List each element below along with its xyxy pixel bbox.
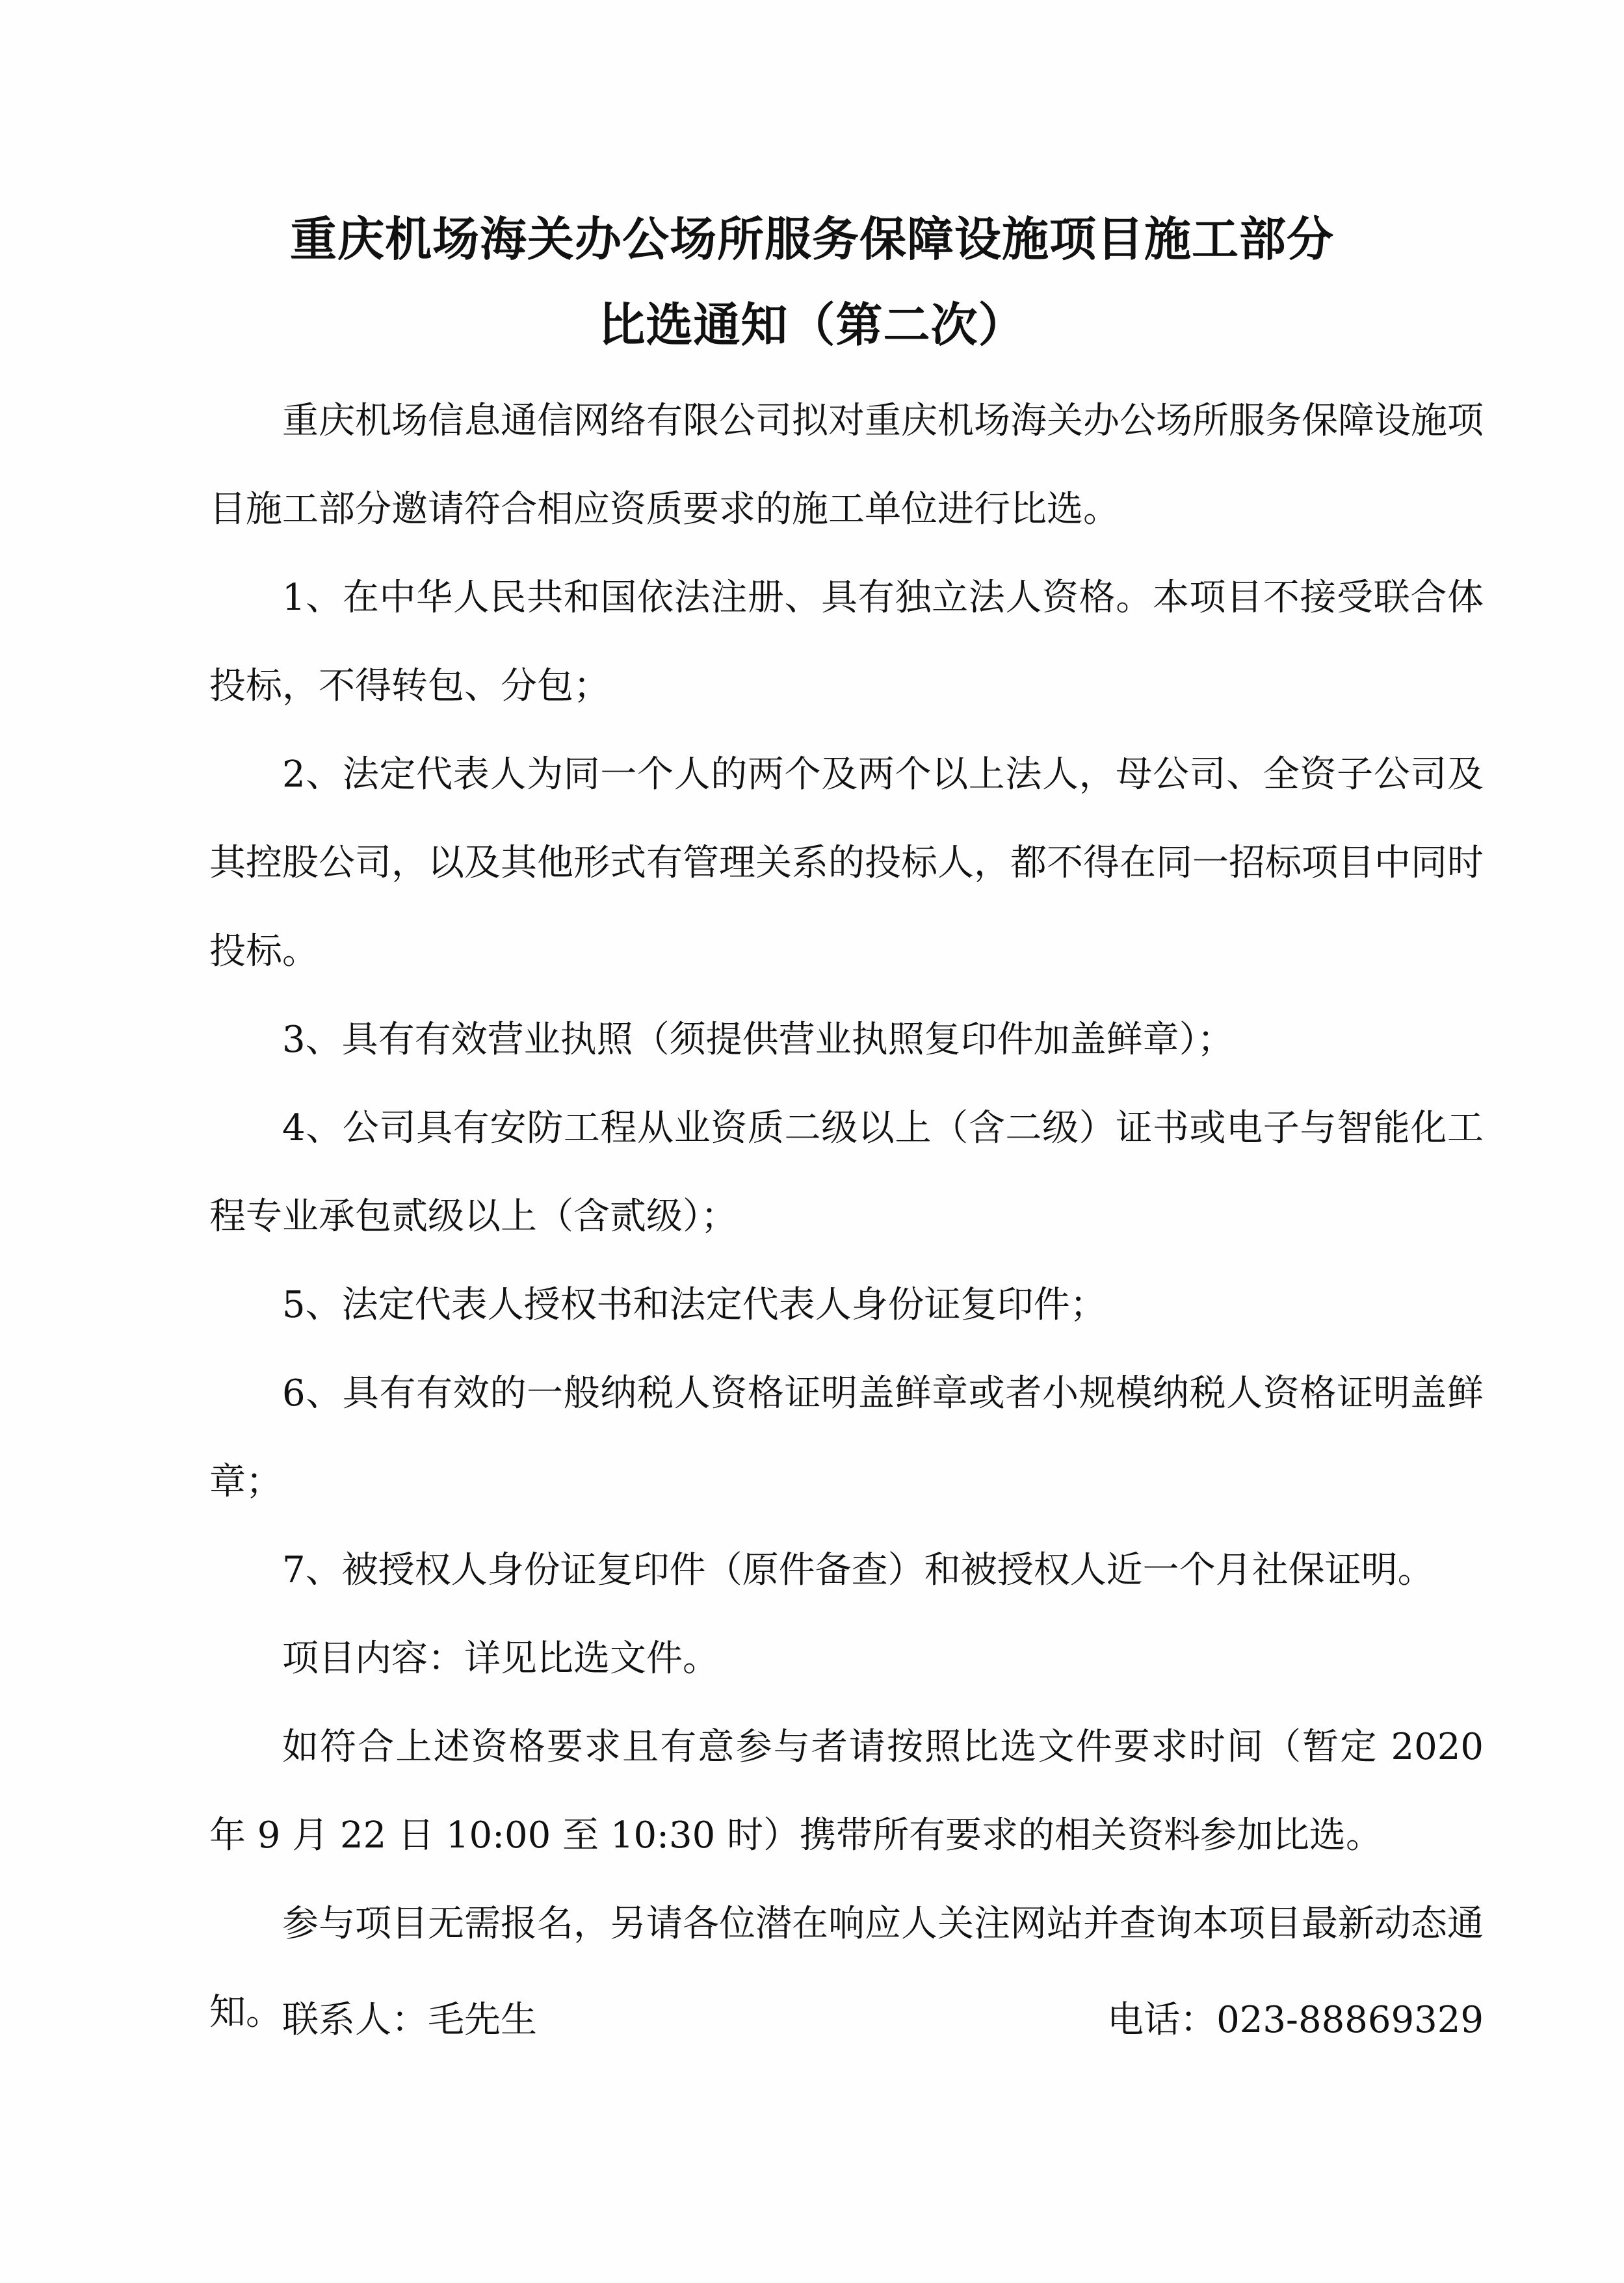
document-title-line2: 比选通知（第二次） xyxy=(598,298,1026,352)
project-content: 项目内容：详见比选文件。 xyxy=(282,1637,719,1680)
registration-note: 参与项目无需报名，另请各位潜在响应人关注网站并查询本项目最新动态通知。 xyxy=(209,1903,1484,2033)
requirement-3: 3、具有有效营业执照（须提供营业执照复印件加盖鲜章）； xyxy=(282,1019,1234,1061)
document-body xyxy=(209,377,1484,2057)
requirement-5: 5、法定代表人授权书和法定代表人身份证复印件； xyxy=(282,1284,1107,1326)
contact-phone: 电话：023-88869329 xyxy=(1107,1999,1484,2041)
document-title-line1: 重庆机场海关办公场所服务保障设施项目施工部分 xyxy=(289,212,1334,267)
requirement-7: 7、被授权人身份证复印件（原件备查）和被授权人近一个月社保证明。 xyxy=(282,1549,1434,1591)
contact-person: 联系人：毛先生 xyxy=(282,1999,537,2041)
requirement-4: 4、公司具有安防工程从业资质二级以上（含二级）证书或电子与智能化工程专业承包贰级以上（含贰级）； xyxy=(209,1107,1484,1238)
requirement-2: 2、法定代表人为同一个人的两个及两个以上法人，母公司、全资子公司及其控股公司，以及其他形式有管理关系的投标人，都不得在同一招标项目中同时投标。 xyxy=(209,753,1484,972)
requirement-1: 1、在中华人民共和国依法注册、具有独立法人资格。本项目不接受联合体投标，不得转包、分包； xyxy=(209,577,1484,707)
intro-paragraph: 重庆机场信息通信网络有限公司拟对重庆机场海关办公场所服务保障设施项目施工部分邀请符合相应资质要求的施工单位进行比选。 xyxy=(209,400,1484,530)
schedule-paragraph: 如符合上述资格要求且有意参与者请按照比选文件要求时间（暂定 2020 年 9 月 22 日 10:00 至 10:30 时）携带所有要求的相关资料参加比选。 xyxy=(209,1726,1484,1857)
requirement-6: 6、具有有效的一般纳税人资格证明盖鲜章或者小规模纳税人资格证明盖鲜章； xyxy=(209,1372,1484,1503)
